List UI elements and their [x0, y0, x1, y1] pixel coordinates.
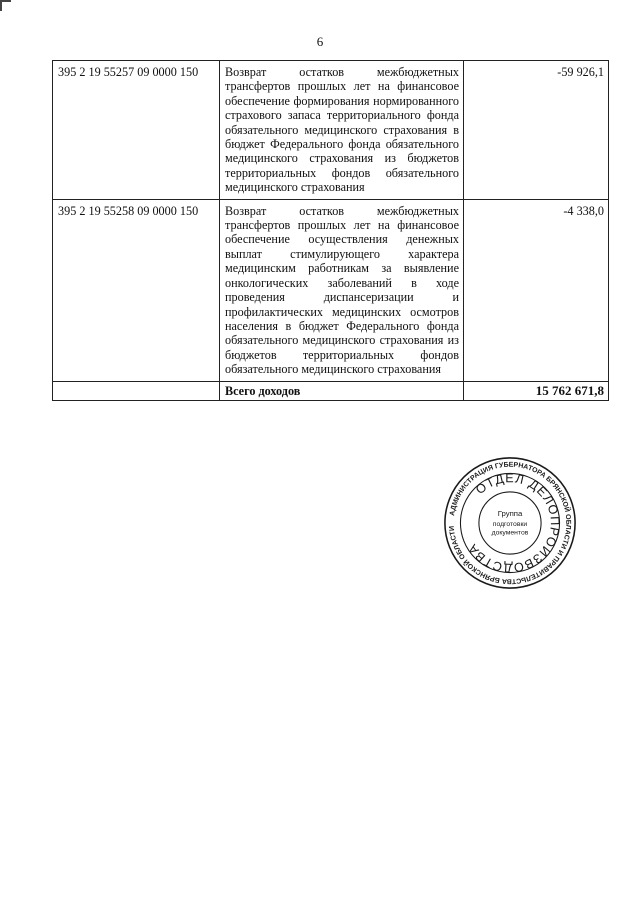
table-row — [53, 199, 609, 381]
stamp-outer-text: АДМИНИСТРАЦИЯ ГУБЕРНАТОРА БРЯНСКОЙ ОБЛАСТИ И ПРАВИТЕЛЬСТВА БРЯНСКОЙ ОБЛАСТИ — [448, 461, 572, 585]
total-label: Всего доходов — [220, 381, 464, 400]
amount-cell: -59 926,1 — [464, 61, 609, 200]
scan-corner-mark — [0, 0, 11, 11]
description-cell: Возврат остатков межбюджетных трансфертов прошлых лет на финансовое обеспечение осуществления денежных выплат стимулирующего характера медицинским работникам за выявление онкологических заболеваний в ходе проведения диспансеризации и профилактических медицинских осмотров населения в бюджет Федерального фонда обязательного медицинского страхования из бюджетов территориальных фондов обязательного медицинского страхования — [220, 199, 464, 381]
stamp-center-line: документов — [491, 529, 529, 537]
total-code-cell — [53, 381, 220, 400]
budget-code-cell: 395 2 19 55258 09 0000 150 — [53, 199, 220, 381]
stamp-middle-text: ОТДЕЛ ДЕЛОПРОИЗВОДСТВА — [464, 471, 562, 575]
budget-code-cell: 395 2 19 55257 09 0000 150 — [53, 61, 220, 200]
table-row — [53, 61, 609, 200]
total-row — [53, 381, 609, 400]
stamp-center-line: Группа — [497, 509, 523, 519]
total-amount: 15 762 671,8 — [464, 381, 609, 400]
page-number: 6 — [316, 34, 324, 49]
amount-cell: -4 338,0 — [464, 199, 609, 381]
description-cell: Возврат остатков межбюджетных трансфертов прошлых лет на финансовое обеспечение формирования нормированного страхового запаса территориального фонда обязательного медицинского страхования в бюджет Федерального фонда обязательного медицинского страхования из бюджетов территориальных фондов обязательного медицинского страхования — [220, 61, 464, 200]
stamp-seal-icon — [442, 455, 578, 591]
official-stamp — [442, 455, 578, 591]
stamp-center-line: подготовки — [492, 520, 528, 528]
revenue-table — [52, 60, 609, 401]
